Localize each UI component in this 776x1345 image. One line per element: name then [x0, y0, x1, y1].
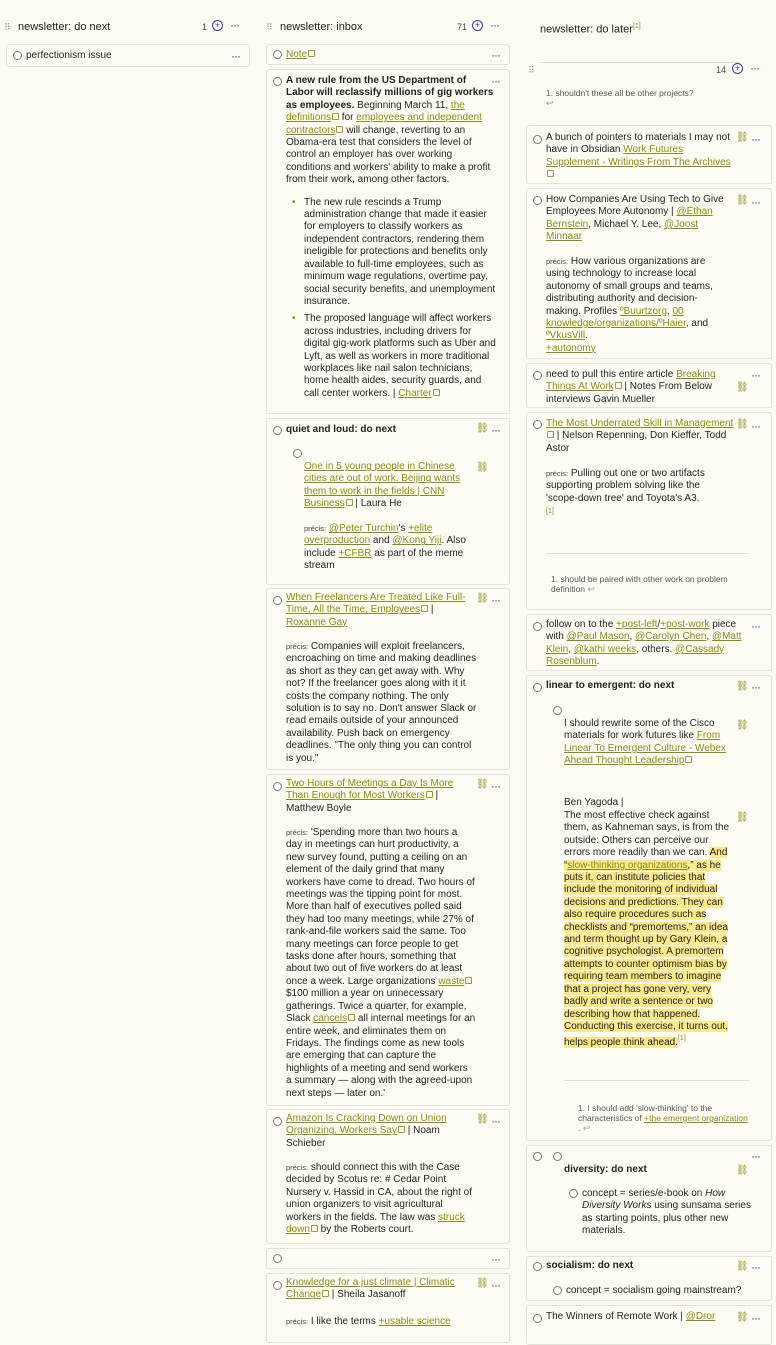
checkbox-icon[interactable] [553, 1152, 562, 1161]
external-link-icon [547, 431, 554, 438]
drag-handle-icon[interactable]: ⠿ [4, 22, 10, 32]
note-link[interactable]: Note [286, 49, 308, 60]
link-icon[interactable]: ⛓ [736, 720, 749, 731]
external-link-icon [433, 389, 440, 396]
list-item: • The new rule rescinds a Trump administration change that made it easier for employers to classify workers as independent contractors, rendering them ineligible for protections and benefits only available to full-time employees, such as minimum wage regulations, overtime pay, social security benefits, and unemployment insurance. [304, 197, 496, 309]
card-bunch[interactable] [526, 125, 772, 184]
checkbox-icon[interactable] [273, 1281, 282, 1290]
employees-link[interactable]: employees and independent contractors [286, 112, 482, 136]
external-link-icon [322, 1290, 329, 1297]
column-count: 14 [716, 65, 727, 75]
more-icon[interactable]: ··· [751, 1260, 760, 1274]
column-title: newsletter: do later[1] [540, 23, 641, 36]
link-icon[interactable]: ⛓ [736, 1312, 749, 1323]
footnote-ref[interactable]: [1] [632, 23, 641, 30]
external-link-icon [332, 113, 339, 120]
divider [546, 553, 748, 554]
link-icon[interactable]: ⛓ [736, 1261, 749, 1272]
more-icon[interactable]: ··· [231, 49, 240, 63]
card-freelancers[interactable] [266, 588, 510, 770]
column-header [0, 0, 256, 40]
more-icon[interactable]: ··· [751, 1311, 760, 1325]
archives-link[interactable]: Work Futures Supplement - Writings From The Archives [546, 144, 731, 168]
footnote: 1. shouldn't these all be other projects? ↩ [546, 88, 694, 108]
link-icon[interactable]: ⛓ [736, 681, 749, 692]
link-icon[interactable]: ⛓ [476, 462, 489, 473]
more-icon[interactable]: ··· [751, 619, 760, 633]
return-icon[interactable]: ↩ [546, 98, 554, 108]
climate-link[interactable]: Knowledge for a just climate | Climatic Change [286, 1277, 455, 1301]
more-icon[interactable]: ··· [751, 195, 760, 209]
add-card-icon[interactable]: + [472, 20, 483, 31]
card-title: Knowledge for a just climate | Climatic Change | Sheila Jasanoff [286, 1277, 455, 1301]
card-meetings[interactable] [266, 774, 510, 1106]
checkbox-icon[interactable] [553, 706, 562, 715]
column-inbox [262, 0, 514, 1327]
card-title: need to pull this entire article Breaking Things At Work | Notes From Below interviews Gavin Mueller [546, 369, 716, 405]
external-link-icon [615, 382, 622, 389]
card-title: socialism: do next [546, 1260, 634, 1271]
column-do-next [0, 0, 256, 63]
card-body: follow on to the +post-left/+post-work piece with @Paul Mason, @Carolyn Chen, @Matt Klein, @kathi weeks, others. @Cassady Rosenblum. [546, 619, 742, 668]
link-icon[interactable]: ⛓ [476, 1114, 489, 1125]
return-icon[interactable]: ↩ [582, 1123, 591, 1133]
card-socialism[interactable] [526, 1256, 772, 1301]
cnn-link[interactable]: One in 5 young people in Chinese cities are out of work. Beijing wants them to work in the fields | CNN Business [304, 461, 461, 510]
checkbox-icon[interactable] [273, 596, 282, 605]
card-title: Amazon Is Cracking Down on Union Organizing, Workers Say | Noam Schieber [286, 1113, 447, 1149]
card-how-companies[interactable] [526, 188, 772, 359]
amazon-link[interactable]: Amazon Is Cracking Down on Union Organizing, Workers Say [286, 1113, 447, 1137]
link-icon[interactable]: ⛓ [736, 132, 749, 143]
card-body: One in 5 young people in Chinese cities are out of work. Beijing wants them to work in the fields | CNN Business | Laura He [304, 461, 461, 510]
card-title: quiet and loud: do next [286, 424, 396, 435]
external-link-icon [421, 605, 428, 612]
checkbox-icon[interactable] [273, 1117, 282, 1126]
column-header [262, 0, 514, 40]
more-icon[interactable]: ··· [230, 18, 239, 32]
precis: précis: 'Spending more than two hours a day in meetings can hurt productivity, a new survey found, putting a ceiling on an element of the daily grind that many workers have come to dread. Two hours of meetings was the tipping point for most. More than half of executives polled said they had too many meetings, while 27% of rank-and-file workers said the same. Too many meetings can force people to get tasks done after hours, something that about two out of five workers do at least once a week. Large organizations waste $100 million a year on unnecessary gatherings. Twice a quarter, for example, Slack cancels all internal meetings for an entire week, and eliminates them on Fridays. The findings come as new tools are emerging that can capture the highlights of a meeting and send workers a summary — along with the agreed-upon next steps — later on.' [286, 827, 476, 1099]
card-title: The Most Underrated Skill in Management | Nelson Repenning, Don Kieffer, Todd Astor [546, 418, 734, 454]
card-body: A new rule from the US Department of Labor will reclassify millions of gig workers as employees. Beginning March 11, the definitions for employees and independent contractors will change, reverting to an Obama-era test that considers the level of control an employer has over working conditions and workers' ability to make a profit from their work, among other factors. • The new rule rescinds a Trump administration change that made it easier for employers to classify workers as independent contractors, rendering them ineligible for protections and benefits only available to full-time employees, such as minimum wage regulations, overtime pay, social security benefits, and unemployment insurance. • The proposed language will affect workers across industries, including drivers for digital gig-work platforms such as Uber and Lyft, as well as workers in more traditional workplaces like nail salon technicians, home health aides, security guards, and call center workers. | Charter [286, 75, 496, 405]
drag-handle-icon[interactable]: ⠿ [528, 65, 535, 75]
checkbox-icon[interactable] [533, 196, 542, 205]
precis: précis: Pulling out one or two artifacts supporting problem solving like the 'scope-down tree' and Toyota's A3. [1] [546, 468, 705, 516]
more-icon[interactable]: ··· [491, 423, 500, 437]
card-title: Two Hours of Meetings a Day Is More Than Enough for Most Workers | Matthew Boyle [286, 778, 454, 814]
card-linear-emergent[interactable] [526, 675, 772, 1141]
column-count: 71 [457, 22, 468, 32]
charter-link[interactable]: Charter [398, 387, 432, 399]
link-icon[interactable]: ⛓ [736, 382, 749, 393]
card-title: diversity: do next [564, 1164, 647, 1175]
divider [564, 1080, 749, 1081]
card-climate[interactable] [266, 1273, 510, 1343]
quote-author: Ben Yagoda | [564, 797, 624, 808]
precis: précis: How various organizations are using technology to increase local autonomy of small groups and teams, distributing authority and decision-making. Profiles ºBuurtzorg, 00 knowledge/organizations/ºHaier, and ºVkusVill. +autonomy [546, 256, 713, 354]
card-title: The Winners of Remote Work | @Dror [546, 1311, 716, 1322]
checkbox-icon[interactable] [533, 1314, 542, 1323]
checkbox-icon[interactable] [533, 420, 542, 429]
link-icon[interactable]: ⛓ [736, 812, 749, 823]
precis: précis: should connect this with the Case decided by Scotus re: # Cedar Point Nursery v. Hassid in CA, about the right of union organizers to visit agricultural workers in the fields. The law was struck down by the Roberts court. [286, 1162, 473, 1236]
checkbox-icon[interactable] [553, 1286, 562, 1295]
precis: précis: I like the terms +usable science [286, 1316, 451, 1327]
column-title: newsletter: do next [18, 21, 111, 33]
checkbox-icon[interactable] [293, 449, 302, 458]
more-icon[interactable]: ··· [750, 61, 759, 75]
bullet-list [286, 197, 496, 401]
checkbox-icon[interactable] [273, 426, 282, 435]
quote: The most effective check against them, as Kahneman says, is from the outside: Others can perceive our errors more readily than we can. And “slow-thinking organizations,” as he puts it, can institute policies that include the monitoring of individual decisions and predictions. They can also require procedures such as checklists and “premortems,” an idea and term thought up by Gary Klein, a cognitive psychologist. A premortem attempts to counter optimism bias by requiring team members to imagine that a project has gone very, very badly and write a sentence or two describing how that happened. Conducting this exercise, it turns out, helps people think ahead.[1] [564, 810, 730, 1048]
more-icon[interactable]: ··· [751, 419, 760, 433]
link-icon[interactable]: ⛓ [476, 1278, 489, 1289]
external-link-icon [348, 1014, 355, 1021]
link-icon[interactable]: ⛓ [476, 593, 489, 604]
external-link-icon [398, 1126, 405, 1133]
more-icon[interactable]: ··· [751, 132, 760, 146]
more-icon[interactable]: ··· [751, 1149, 760, 1163]
checkbox-icon[interactable] [533, 371, 542, 380]
link-icon[interactable]: ⛓ [736, 195, 749, 206]
card-follow-on[interactable] [526, 614, 772, 671]
precis: précis: @Peter Turchin's +elite overproduction and @Kong Yiji. Also include +CFBR as part of the meme stream [304, 523, 466, 572]
link-icon[interactable]: ⛓ [736, 419, 749, 430]
footnote: 1. I should add 'slow-thinking' to the characteristics of +the emergent organization . ↩ [578, 1103, 748, 1133]
drag-handle-icon[interactable]: ⠿ [266, 22, 272, 32]
more-icon[interactable]: ··· [491, 1252, 500, 1266]
checkbox-icon[interactable] [13, 51, 22, 60]
link-icon[interactable]: ⛓ [476, 779, 489, 790]
card-quiet-loud[interactable] [266, 418, 510, 585]
more-icon[interactable]: ··· [491, 74, 500, 88]
card-empty[interactable] [266, 1248, 510, 1269]
external-link-icon [465, 977, 472, 984]
column-do-later [522, 0, 776, 1325]
more-icon[interactable]: ··· [491, 1278, 500, 1292]
author-link[interactable]: Roxanne Gay [286, 616, 348, 628]
more-icon[interactable]: ··· [490, 18, 499, 32]
checkbox-icon[interactable] [273, 782, 282, 791]
external-link-icon [547, 170, 554, 177]
column-count: 1 [202, 22, 208, 32]
checkbox-icon[interactable] [273, 77, 282, 86]
add-card-icon[interactable]: + [732, 63, 743, 74]
checkbox-icon[interactable] [533, 622, 542, 631]
external-link-icon [308, 50, 315, 57]
footnote: 1. should be paired with other work on problem definition ↩ [551, 574, 728, 594]
external-link-icon [346, 499, 353, 506]
highlight: And “slow-thinking organizations,” as he puts it, can institute policies that include the monitoring of individual decisions and predictions. They can also require procedures such as checklists and “premortems,” an idea and term thought up by Gary Klein, a cognitive psychologist. A premortem attempts to counter optimism bias by requiring team members to imagine that a project has gone very, very badly and write a sentence or two describing how that happened. Conducting this exercise, it turns out, helps people think ahead. [564, 847, 728, 1048]
card-underrated-skill[interactable] [526, 412, 772, 610]
card-pull-article[interactable] [526, 363, 772, 408]
card-dol-rule[interactable] [266, 69, 510, 414]
card-winners[interactable] [526, 1305, 772, 1345]
external-link-icon [426, 791, 433, 798]
checkbox-icon[interactable] [533, 683, 542, 692]
more-icon[interactable]: ··· [491, 48, 500, 62]
card-body: concept = series/e-book on How Diversity Works using sunsama series as starting points, plus other new materials. [582, 1188, 751, 1237]
card-note[interactable] [266, 44, 510, 65]
column-title: newsletter: inbox [280, 21, 363, 33]
more-icon[interactable]: ··· [751, 680, 760, 694]
more-icon[interactable]: ··· [491, 1114, 500, 1128]
freelancers-link[interactable]: When Freelancers Are Treated Like Full-Time, All the Time, Employees [286, 592, 466, 616]
meetings-link[interactable]: Two Hours of Meetings a Day Is More Than Enough for Most Workers [286, 778, 454, 802]
external-link-icon [685, 756, 692, 763]
checkbox-icon[interactable] [533, 1152, 542, 1161]
card-body: concept = socialism going mainstream? [566, 1285, 742, 1296]
footnote-ref[interactable]: [1] [677, 1035, 686, 1043]
autonomy-tag[interactable]: +autonomy [546, 342, 596, 354]
checkbox-icon[interactable] [569, 1189, 578, 1198]
more-icon[interactable]: ··· [491, 779, 500, 793]
more-icon[interactable]: ··· [751, 368, 760, 382]
card-title: linear to emergent: do next [546, 680, 675, 691]
list-item: • The proposed language will affect workers across industries, including drivers for digital gig-work platforms such as Uber and Lyft, as well as workers in more traditional workplaces like nail salon technicians, home health aides, security guards, and call center workers. | Charter [304, 313, 496, 400]
card-title: A bunch of pointers to materials I may not have in Obsidian Work Futures Supplement - Writings From The Archives [546, 132, 736, 182]
card-title: When Freelancers Are Treated Like Full-Time, All the Time, Employees | Roxanne Gay [286, 592, 466, 628]
return-icon[interactable]: ↩ [587, 584, 595, 594]
precis: précis: Companies will exploit freelancers, encroaching on time and making deadlines as short as they can get away with. Why not? If the freelancer goes along with it it costs the company nothing. The only solution is to say no. Don't answer Slack or read emails outside of your announced availability. Push back on emergency deadlines. "The only thing you can control is you." [286, 641, 477, 764]
card-title: perfectionism issue [26, 50, 112, 61]
more-icon[interactable]: ··· [491, 593, 500, 607]
link-icon[interactable]: ⛓ [736, 1165, 749, 1176]
card-body: I should rewrite some of the Cisco materials for work futures like From Linear To Emergent Culture - Webex Ahead Thought Leadership [564, 718, 726, 767]
checkbox-icon[interactable] [273, 1254, 282, 1263]
add-card-icon[interactable]: + [212, 20, 223, 31]
link-icon[interactable]: ⛓ [476, 423, 489, 434]
card-title: How Companies Are Using Tech to Give Employees More Autonomy | @Ethan Bernstein, Michael Y. Lee, @Joost Minnaar [546, 194, 724, 243]
checkbox-icon[interactable] [273, 50, 282, 59]
divider [540, 62, 740, 63]
checkbox-icon[interactable] [533, 1262, 542, 1271]
footnote-ref[interactable]: [1] [546, 508, 554, 516]
card-amazon[interactable] [266, 1109, 510, 1244]
external-link-icon [311, 1225, 318, 1232]
card[interactable] [6, 44, 250, 67]
external-link-icon [336, 126, 343, 133]
column-header [522, 0, 776, 40]
card-diversity[interactable] [526, 1145, 772, 1252]
definitions-link[interactable]: the definitions [286, 99, 465, 124]
checkbox-icon[interactable] [533, 135, 542, 144]
